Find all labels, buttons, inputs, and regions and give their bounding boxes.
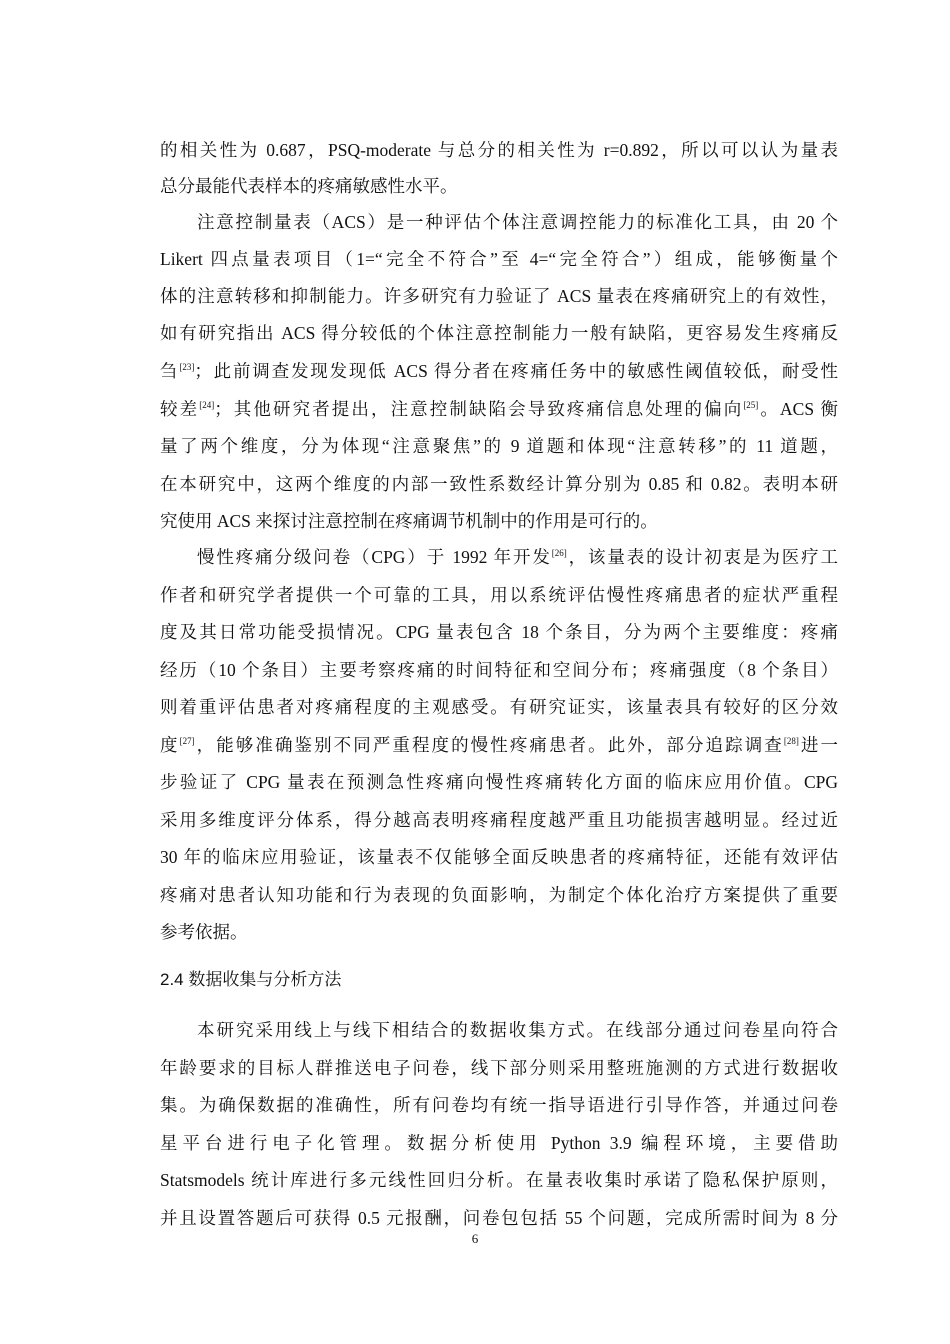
text-line <box>160 844 838 870</box>
text-segment: 年龄要求的目标人群推送电子问卷，线下部分则采用整班施测的方式进行数据收 <box>160 1058 838 1078</box>
text-segment: 度 <box>160 735 180 755</box>
text-segment: ，该量表的设计初衷是为医疗工 <box>566 547 839 567</box>
text-line <box>197 544 838 570</box>
text-segment: 在本研究中，这两个维度的内部一致性系数经计算分别为 0.85 和 0.82。表明本研 <box>160 474 838 494</box>
text-line <box>160 433 838 459</box>
text-line <box>160 882 838 908</box>
citation-ref[interactable]: [24] <box>199 400 215 410</box>
text-line <box>160 769 838 795</box>
text-segment: ；此前调查发现发现低 ACS 得分者在疼痛任务中的敏感性阈值较低，耐受性 <box>194 361 838 381</box>
citation-ref[interactable]: [27] <box>179 736 195 746</box>
text-line <box>160 471 838 497</box>
text-line <box>160 320 838 346</box>
text-segment: ；其他研究者提出，注意控制缺陷会导致疼痛信息处理的偏向 <box>214 399 744 419</box>
text-line <box>160 732 838 758</box>
text-segment: 则着重评估患者对疼痛程度的主观感受。有研究证实，该量表具有较好的区分效 <box>160 697 838 717</box>
text-segment: 参考依据。 <box>160 922 248 942</box>
text-line <box>160 508 838 534</box>
text-line <box>160 919 838 945</box>
text-line <box>160 807 838 833</box>
text-line <box>160 1167 838 1193</box>
text-segment: 采用多维度评分体系，得分越高表明疼痛程度越严重且功能损害越明显。经过近 <box>160 810 838 830</box>
section-heading: 2.4 数据收集与分析方法 <box>160 970 342 989</box>
text-line <box>160 1055 838 1081</box>
text-segment: 体的注意转移和抑制能力。许多研究有力验证了 ACS 量表在疼痛研究上的有效性， <box>160 286 838 306</box>
text-line <box>160 1130 838 1156</box>
text-segment: 较差 <box>160 399 200 419</box>
citation-ref[interactable]: [23] <box>179 362 195 372</box>
text-segment: 疼痛对患者认知功能和行为表现的负面影响，为制定个体化治疗方案提供了重要 <box>160 885 838 905</box>
text-line <box>160 173 838 199</box>
text-segment: 星平台进行电子化管理。数据分析使用 Python 3.9 编程环境，主要借助 <box>160 1133 838 1153</box>
text-line <box>160 396 838 422</box>
text-segment: 慢性疼痛分级问卷（CPG）于 1992 年开发 <box>197 547 552 567</box>
text-segment: 本研究采用线上与线下相结合的数据收集方式。在线部分通过问卷星向符合 <box>197 1020 838 1040</box>
text-line <box>160 582 838 608</box>
text-line <box>197 209 838 235</box>
text-line <box>197 1017 838 1043</box>
text-segment: 的相关性为 0.687，PSQ-moderate 与总分的相关性为 r=0.892，所以可以认为量表 <box>160 140 838 160</box>
text-segment: 刍 <box>160 361 180 381</box>
text-segment: 集。为确保数据的准确性，所有问卷均有统一指导语进行引导作答，并通过问卷 <box>160 1095 838 1115</box>
citation-ref[interactable]: [28] <box>783 736 799 746</box>
text-segment: 。ACS 衡 <box>758 399 839 419</box>
text-segment: 量了两个维度，分为体现“注意聚焦”的 9 道题和体现“注意转移”的 11 道题， <box>160 436 838 456</box>
text-line <box>160 283 838 309</box>
text-line <box>160 619 838 645</box>
text-segment: 总分最能代表样本的疼痛敏感性水平。 <box>160 176 458 196</box>
text-line <box>160 694 838 720</box>
text-segment: 并且设置答题后可获得 0.5 元报酬，问卷包包括 55 个问题，完成所需时间为 8 分 <box>160 1208 838 1228</box>
text-segment: Likert 四点量表项目（1=“完全不符合”至 4=“完全符合”）组成，能够衡量个 <box>160 249 838 269</box>
text-line <box>160 137 838 163</box>
text-segment: 经历（10 个条目）主要考察疼痛的时间特征和空间分布；疼痛强度（8 个条目） <box>160 660 838 680</box>
text-segment: 注意控制量表（ACS）是一种评估个体注意调控能力的标准化工具，由 20 个 <box>197 212 838 232</box>
citation-ref[interactable]: [25] <box>743 400 759 410</box>
citation-ref[interactable]: [26] <box>551 548 567 558</box>
text-segment: ，能够准确鉴别不同严重程度的慢性疼痛患者。此外，部分追踪调查 <box>194 735 784 755</box>
text-segment: Statsmodels 统计库进行多元线性回归分析。在量表收集时承诺了隐私保护原则， <box>160 1170 838 1190</box>
text-segment: 究使用 ACS 来探讨注意控制在疼痛调节机制中的作用是可行的。 <box>160 511 658 531</box>
text-line <box>160 1092 838 1118</box>
text-segment: 进一 <box>798 735 839 755</box>
text-segment: 作者和研究学者提供一个可靠的工具，用以系统评估慢性疼痛患者的症状严重程 <box>160 585 838 605</box>
page-number: 6 <box>471 1231 479 1246</box>
text-line <box>160 358 838 384</box>
text-segment: 如有研究指出 ACS 得分较低的个体注意控制能力一般有缺陷，更容易发生疼痛反 <box>160 323 838 343</box>
text-segment: 30 年的临床应用验证，该量表不仅能够全面反映患者的疼痛特征，还能有效评估 <box>160 847 838 867</box>
text-segment: 步验证了 CPG 量表在预测急性疼痛向慢性疼痛转化方面的临床应用价值。CPG <box>160 772 838 792</box>
text-line <box>160 657 838 683</box>
text-line <box>160 246 838 272</box>
text-line <box>160 1205 838 1231</box>
text-segment: 度及其日常功能受损情况。CPG 量表包含 18 个条目，分为两个主要维度：疼痛 <box>160 622 838 642</box>
